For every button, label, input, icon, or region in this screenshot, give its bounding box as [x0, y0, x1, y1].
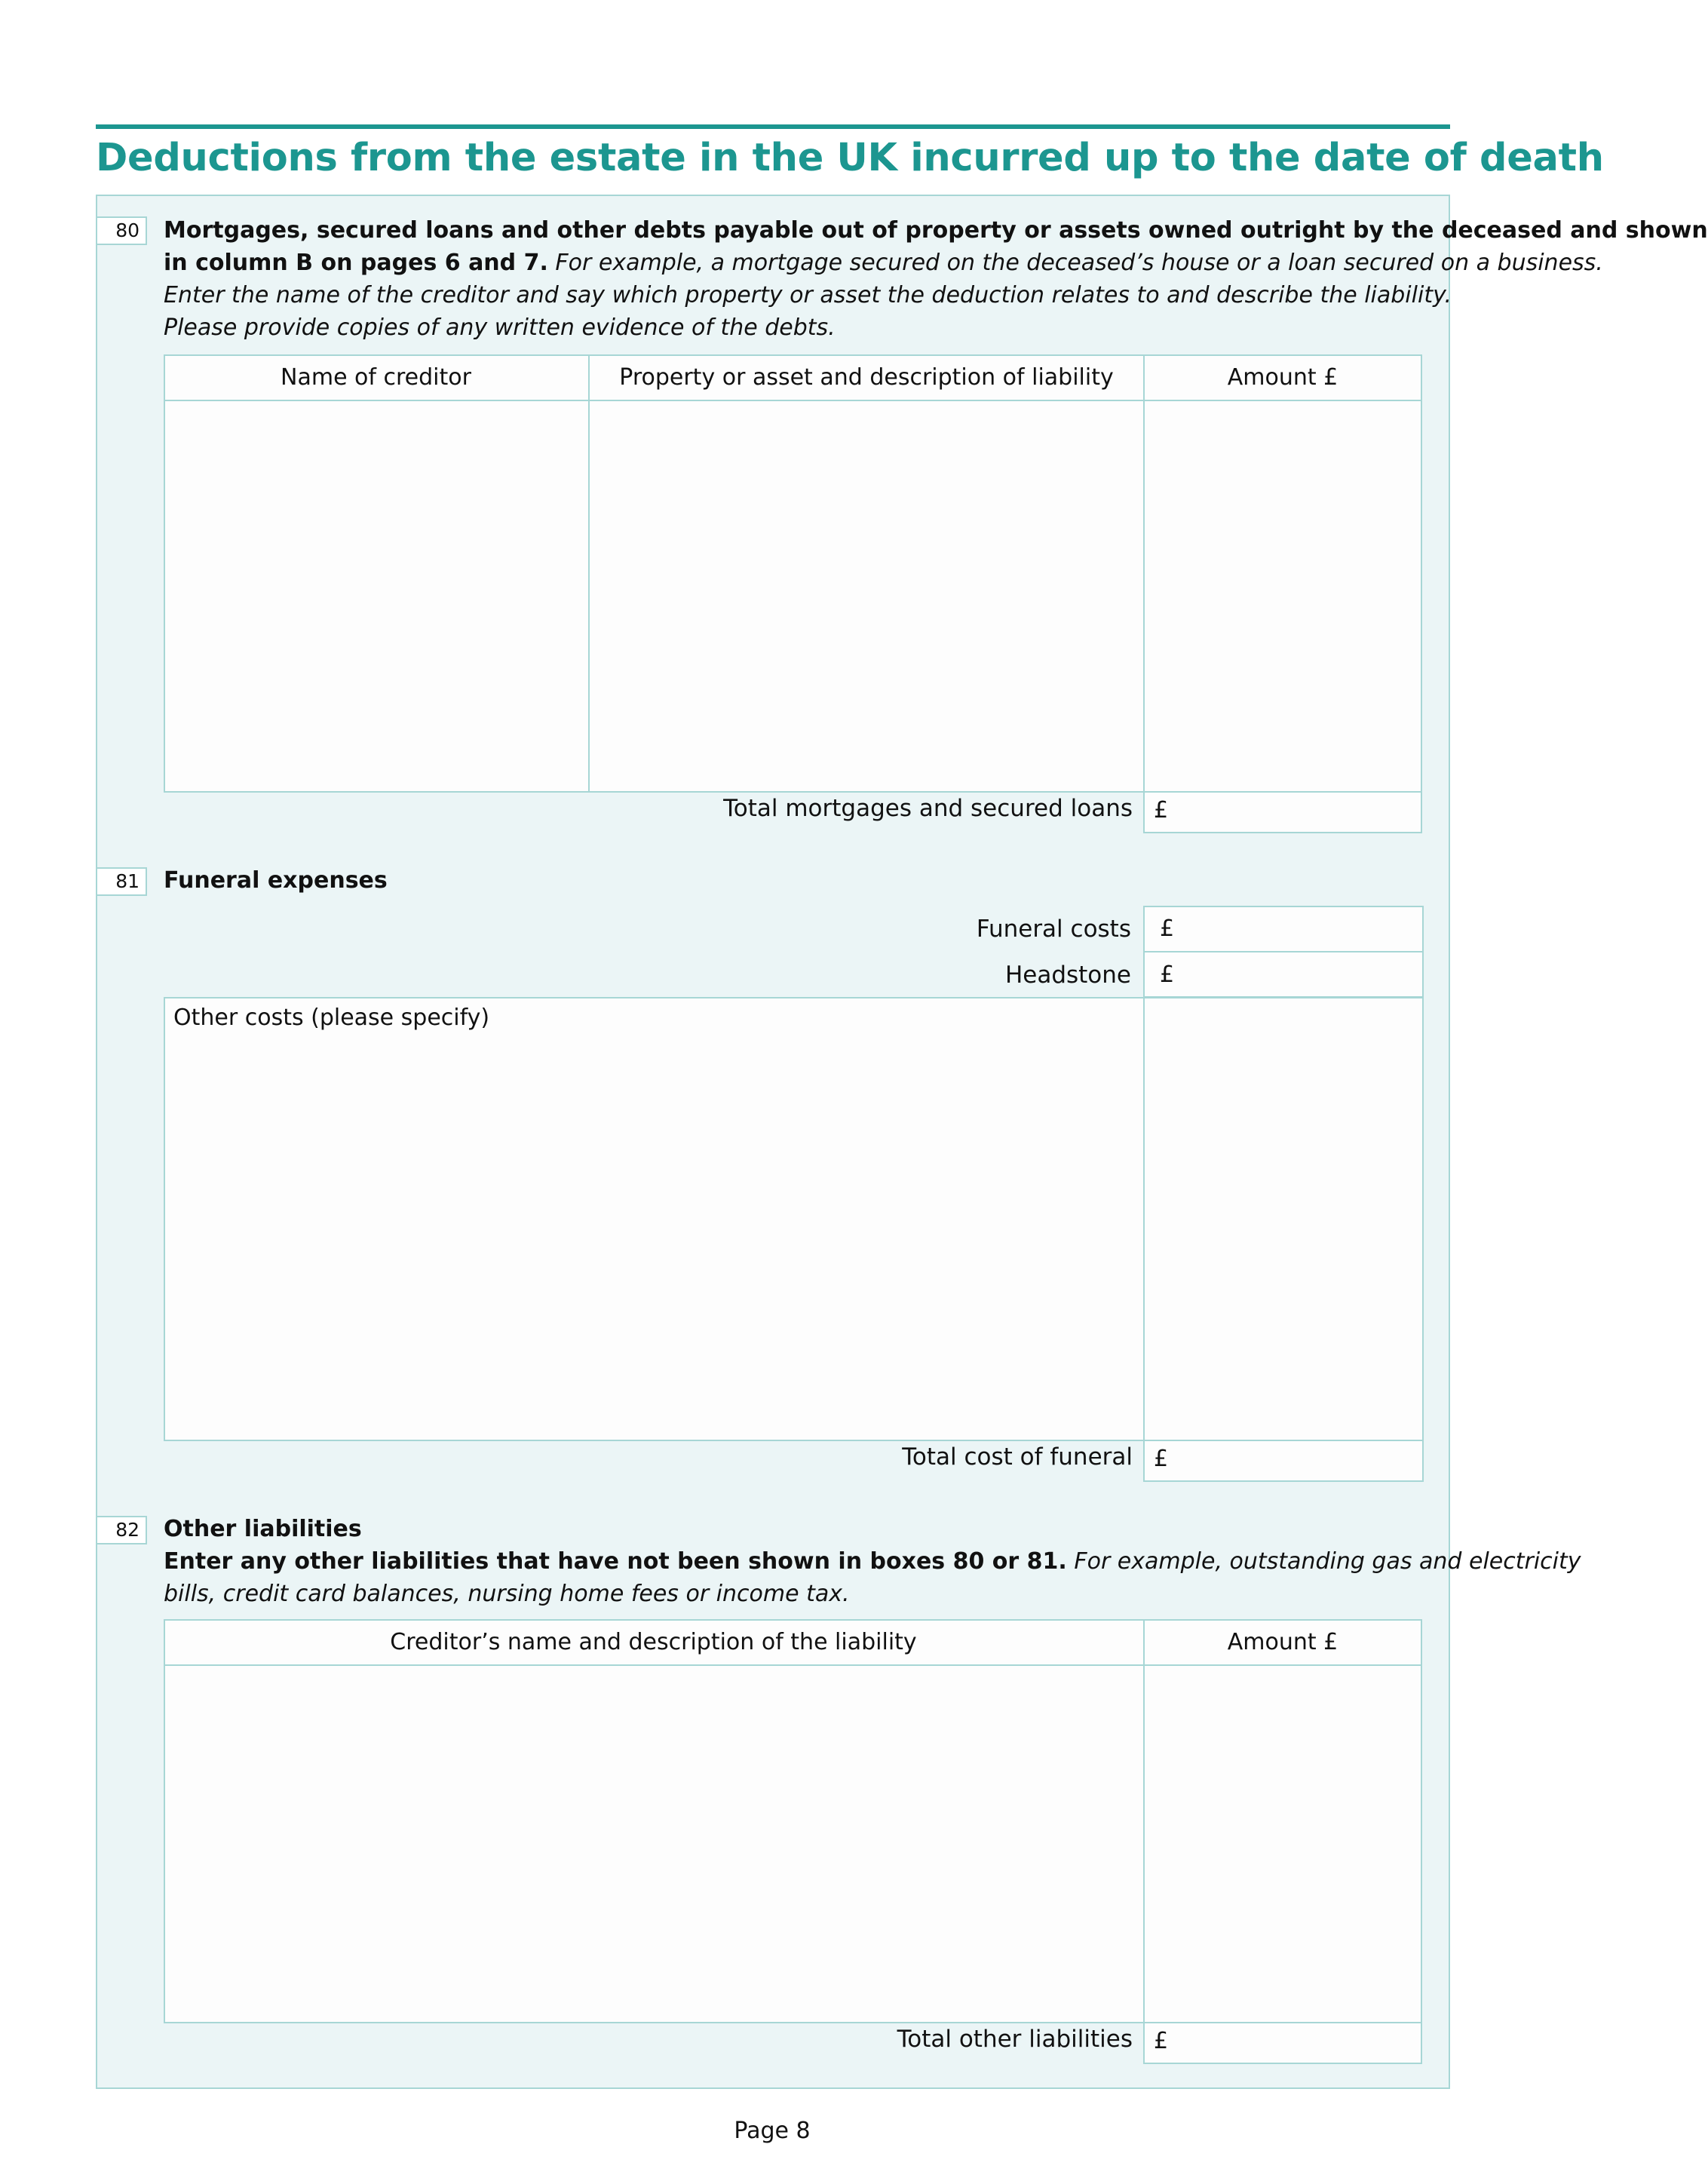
creditor-name-field[interactable] [165, 401, 588, 791]
other-costs-amount-field[interactable] [1143, 997, 1424, 1441]
box80-intro-line1: Mortgages, secured loans and other debts payable out of property or assets owned outright by the deceased and shown [164, 217, 1708, 244]
column-header-amount: Amount £ [1227, 364, 1338, 391]
page-number: Page 8 [734, 2118, 811, 2144]
funeral-costs-currency: £ [1160, 916, 1175, 942]
box-number-81: 81 [96, 867, 147, 896]
box82-intro-line2: bills, credit card balances, nursing home fees or income tax. [164, 1581, 850, 1607]
box82-intro-line1-bold: Enter any other liabilities that have not been shown in boxes 80 or 81. [164, 1548, 1067, 1575]
headstone-label: Headstone [1004, 962, 1131, 989]
title-rule [96, 124, 1450, 129]
box80-intro-line3: Enter the name of the creditor and say which property or asset the deduction relates to and describe the liability. [164, 282, 1452, 308]
other-costs-field[interactable] [164, 997, 1145, 1441]
total-mortgages-field[interactable] [1143, 791, 1422, 833]
headstone-currency: £ [1160, 962, 1175, 988]
box-number-82: 82 [96, 1516, 147, 1544]
total-other-liabilities-label: Total other liabilities [897, 2026, 1133, 2053]
total-funeral-field[interactable] [1143, 1440, 1424, 1482]
column-header-liability-amount: Amount £ [1227, 1629, 1338, 1655]
total-other-liabilities-currency: £ [1154, 2028, 1169, 2054]
other-liabilities-heading: Other liabilities [164, 1516, 362, 1542]
liability-description-input[interactable] [165, 1666, 1143, 2022]
liability-amount-input[interactable] [1145, 1666, 1421, 2022]
box80-intro-line2 [164, 247, 1603, 279]
headstone-field[interactable] [1143, 951, 1424, 998]
column-header-name-of-creditor: Name of creditor [281, 364, 471, 391]
total-funeral-currency: £ [1154, 1446, 1169, 1472]
liability-description-field[interactable] [590, 401, 1143, 791]
page-title: Deductions from the estate in the UK incurred up to the date of death [96, 136, 1604, 180]
column-header-creditor-description: Creditor’s name and description of the liability [390, 1629, 917, 1655]
total-other-liabilities-field[interactable] [1143, 2022, 1422, 2064]
total-mortgages-label: Total mortgages and secured loans [723, 795, 1133, 822]
box82-intro-line1-italic: For example, outstanding gas and electricity [1074, 1548, 1581, 1575]
column-header-property-description: Property or asset and description of liability [619, 364, 1114, 391]
box80-intro-line2-bold: in column B on pages 6 and 7. [164, 250, 548, 276]
box82-intro-line1 [164, 1545, 1581, 1578]
box80-intro-line4: Please provide copies of any written evidence of the debts. [164, 314, 836, 341]
funeral-expenses-heading: Funeral expenses [164, 867, 388, 894]
funeral-costs-field[interactable] [1143, 906, 1424, 952]
funeral-costs-label: Funeral costs [976, 916, 1131, 943]
mortgage-amount-field[interactable] [1145, 401, 1421, 791]
total-funeral-label: Total cost of funeral [902, 1443, 1133, 1471]
box80-intro-line2-italic: For example, a mortgage secured on the deceased’s house or a loan secured on a business. [555, 250, 1603, 276]
other-costs-label: Other costs (please specify) [173, 1005, 490, 1031]
box-number-80: 80 [96, 216, 147, 245]
total-mortgages-currency: £ [1154, 797, 1169, 824]
